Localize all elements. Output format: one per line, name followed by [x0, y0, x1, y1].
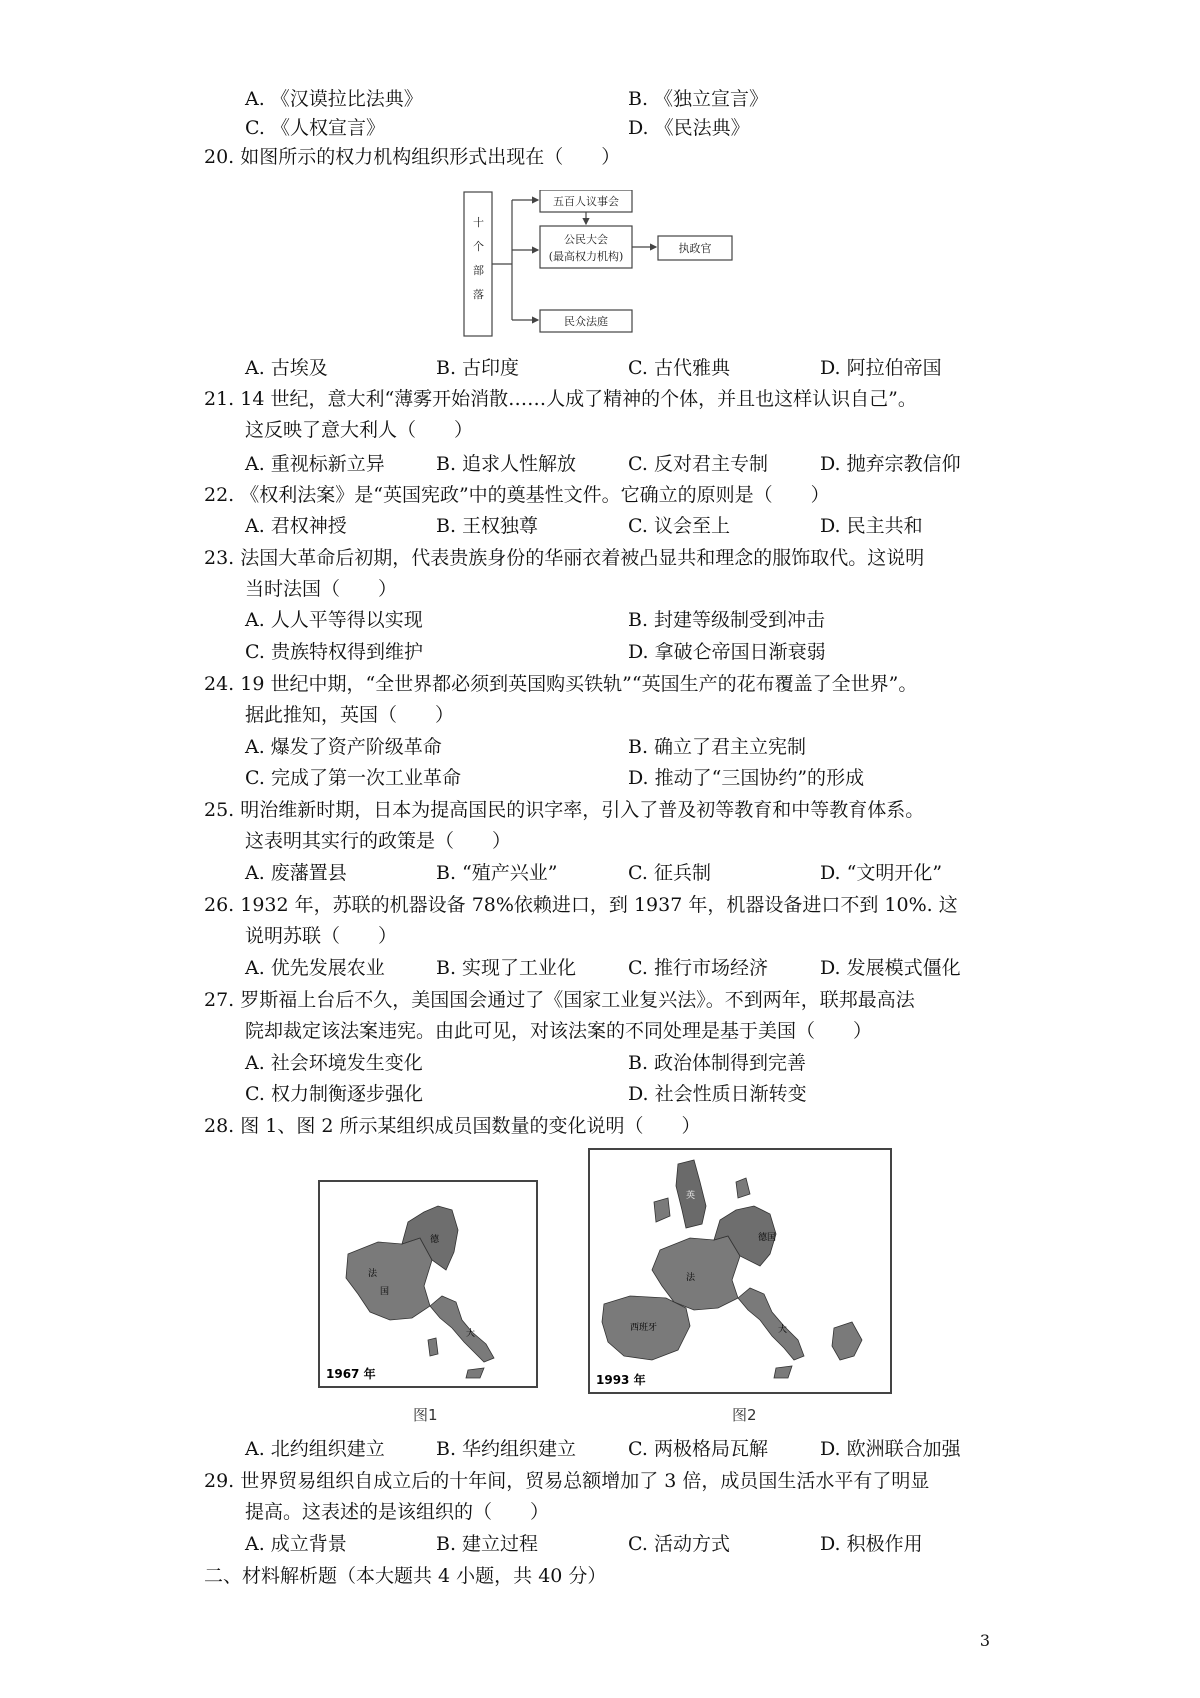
- tribes-label: 十个部落: [473, 216, 484, 301]
- svg-text:大: 大: [778, 1325, 788, 1335]
- q24-option-d[interactable]: D. 推动了“三国协约”的形成: [628, 767, 865, 789]
- q23-option-d[interactable]: D. 拿破仑帝国日渐衰弱: [628, 641, 826, 663]
- q20-option-b[interactable]: B. 古印度: [436, 357, 520, 379]
- figure-1-caption: 图1: [413, 1406, 438, 1424]
- map-1967-year: 1967 年: [326, 1367, 376, 1381]
- q27-option-b[interactable]: B. 政治体制得到完善: [628, 1052, 807, 1074]
- power-structure-diagram: [460, 190, 740, 340]
- q21-stem-line2: 这反映了意大利人（ ）: [245, 419, 474, 441]
- q19-option-d[interactable]: D. 《民法典》: [628, 117, 750, 139]
- map-1993-year: 1993 年: [596, 1373, 646, 1387]
- q29-stem-line1: 29. 世界贸易组织自成立后的十年间，贸易总额增加了 3 倍，成员国生活水平有了明显: [204, 1470, 930, 1492]
- svg-text:英: 英: [686, 1191, 696, 1201]
- q20-option-c[interactable]: C. 古代雅典: [628, 357, 730, 379]
- q26-option-c[interactable]: C. 推行市场经济: [628, 957, 768, 979]
- q28-option-c[interactable]: C. 两极格局瓦解: [628, 1438, 768, 1460]
- q23-stem-line1: 23. 法国大革命后初期，代表贵族身份的华丽衣着被凸显共和理念的服饰取代。这说明: [204, 547, 925, 569]
- svg-text:国: 国: [380, 1287, 390, 1297]
- svg-text:法: 法: [368, 1269, 378, 1279]
- q22-option-c[interactable]: C. 议会至上: [628, 515, 730, 537]
- q26-option-d[interactable]: D. 发展模式僵化: [820, 957, 961, 979]
- svg-text:法: 法: [686, 1273, 696, 1283]
- q25-option-a[interactable]: A. 废藩置县: [245, 862, 347, 884]
- q21-stem-line1: 21. 14 世纪，意大利“薄雾开始消散……人成了精神的个体，并且也这样认识自己”。: [204, 388, 917, 410]
- council-label: 五百人议事会: [553, 195, 619, 208]
- q22-option-b[interactable]: B. 王权独尊: [436, 515, 539, 537]
- q29-option-d[interactable]: D. 积极作用: [820, 1533, 923, 1555]
- q19-option-b[interactable]: B. 《独立宣言》: [628, 88, 769, 110]
- map-1993: [588, 1148, 892, 1394]
- q29-option-c[interactable]: C. 活动方式: [628, 1533, 730, 1555]
- q24-option-b[interactable]: B. 确立了君主立宪制: [628, 736, 807, 758]
- q25-stem-line1: 25. 明治维新时期，日本为提高国民的识字率，引入了普及初等教育和中等教育体系。: [204, 799, 925, 821]
- page-number: 3: [979, 1631, 990, 1650]
- q20-option-a[interactable]: A. 古埃及: [245, 357, 328, 379]
- q27-stem-line1: 27. 罗斯福上台后不久，美国国会通过了《国家工业复兴法》。不到两年，联邦最高法: [204, 989, 915, 1011]
- q26-option-b[interactable]: B. 实现了工业化: [436, 957, 577, 979]
- q29-option-b[interactable]: B. 建立过程: [436, 1533, 539, 1555]
- q28-option-b[interactable]: B. 华约组织建立: [436, 1438, 577, 1460]
- q23-option-a[interactable]: A. 人人平等得以实现: [245, 609, 423, 631]
- court-label: 民众法庭: [564, 315, 608, 328]
- svg-text:德: 德: [430, 1235, 440, 1245]
- q25-option-b[interactable]: B. “殖产兴业”: [436, 862, 558, 884]
- q22-option-d[interactable]: D. 民主共和: [820, 515, 923, 537]
- figure-2-caption: 图2: [732, 1406, 757, 1424]
- q27-option-a[interactable]: A. 社会环境发生变化: [245, 1052, 423, 1074]
- q21-option-d[interactable]: D. 抛弃宗教信仰: [820, 453, 961, 475]
- q21-option-c[interactable]: C. 反对君主专制: [628, 453, 768, 475]
- map-1967-svg: [320, 1182, 536, 1386]
- svg-text:大: 大: [466, 1329, 476, 1339]
- archon-label: 执政官: [678, 242, 712, 255]
- q23-option-b[interactable]: B. 封建等级制受到冲击: [628, 609, 826, 631]
- q19-option-a[interactable]: A. 《汉谟拉比法典》: [245, 88, 423, 110]
- q27-option-c[interactable]: C. 权力制衡逐步强化: [245, 1083, 423, 1105]
- q20-stem: 20. 如图所示的权力机构组织形式出现在（ ）: [204, 146, 621, 168]
- assembly-sublabel: (最高权力机构): [548, 250, 624, 263]
- q27-option-d[interactable]: D. 社会性质日渐转变: [628, 1083, 807, 1105]
- q28-option-d[interactable]: D. 欧洲联合加强: [820, 1438, 961, 1460]
- q26-stem-line2: 说明苏联（ ）: [245, 925, 398, 947]
- section-2-heading: 二、材料解析题（本大题共 4 小题，共 40 分）: [204, 1565, 607, 1587]
- diagram-svg: [460, 190, 740, 340]
- q29-option-a[interactable]: A. 成立背景: [245, 1533, 347, 1555]
- svg-text:西班牙: 西班牙: [630, 1323, 658, 1333]
- q24-stem-line1: 24. 19 世纪中期，“全世界都必须到英国购买铁轨”“英国生产的花布覆盖了全世界”。: [204, 673, 918, 695]
- q26-stem-line1: 26. 1932 年，苏联的机器设备 78%依赖进口，到 1937 年，机器设备进口不到 10%. 这: [204, 894, 958, 916]
- q21-option-a[interactable]: A. 重视标新立异: [245, 453, 385, 475]
- q24-option-a[interactable]: A. 爆发了资产阶级革命: [245, 736, 442, 758]
- q19-option-c[interactable]: C. 《人权宣言》: [245, 117, 385, 139]
- q22-option-a[interactable]: A. 君权神授: [245, 515, 347, 537]
- assembly-label: 公民大会: [564, 233, 608, 246]
- q28-option-a[interactable]: A. 北约组织建立: [245, 1438, 385, 1460]
- svg-text:德国: 德国: [758, 1233, 777, 1243]
- q29-stem-line2: 提高。这表述的是该组织的（ ）: [245, 1501, 550, 1523]
- map-1967: [318, 1180, 538, 1388]
- q25-option-c[interactable]: C. 征兵制: [628, 862, 711, 884]
- q26-option-a[interactable]: A. 优先发展农业: [245, 957, 385, 979]
- q24-option-c[interactable]: C. 完成了第一次工业革命: [245, 767, 461, 789]
- q27-stem-line2: 院却裁定该法案违宪。由此可见，对该法案的不同处理是基于美国（ ）: [245, 1020, 873, 1042]
- q25-option-d[interactable]: D. “文明开化”: [820, 862, 943, 884]
- q24-stem-line2: 据此推知，英国（ ）: [245, 704, 455, 726]
- q23-stem-line2: 当时法国（ ）: [245, 578, 398, 600]
- q23-option-c[interactable]: C. 贵族特权得到维护: [245, 641, 423, 663]
- map-1993-svg: [590, 1150, 890, 1392]
- q20-option-d[interactable]: D. 阿拉伯帝国: [820, 357, 942, 379]
- q22-stem: 22. 《权利法案》是“英国宪政”中的奠基性文件。它确立的原则是（ ）: [204, 484, 830, 506]
- q25-stem-line2: 这表明其实行的政策是（ ）: [245, 830, 512, 852]
- q28-stem: 28. 图 1、图 2 所示某组织成员国数量的变化说明（ ）: [204, 1115, 701, 1137]
- q21-option-b[interactable]: B. 追求人性解放: [436, 453, 577, 475]
